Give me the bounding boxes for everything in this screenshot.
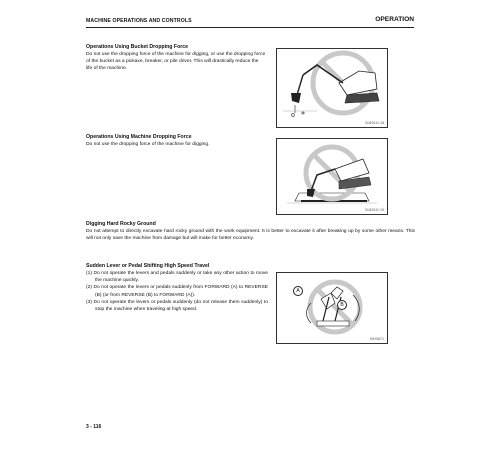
lever-prohibited-illustration [277, 273, 387, 343]
figure-lever-shifting [276, 272, 388, 344]
machine-drop-prohibited-illustration [277, 139, 387, 214]
section-title: Sudden Lever or Pedal Shifting High Speed Travel [86, 263, 210, 269]
header-chapter: OPERATION [375, 16, 414, 23]
figure-code: 9JH0671 [369, 337, 384, 341]
figure-bucket-dropping [276, 48, 388, 128]
section-sudden-lever-shifting [86, 263, 268, 313]
figure-machine-dropping [276, 138, 388, 215]
section-machine-dropping-force [86, 134, 266, 148]
figure-code: BJ49111 19 [365, 208, 384, 212]
list-item: (1) Do not operate the levers and pedals suddenly or take any other action to move the machine quickly. [86, 271, 268, 284]
section-text: Do not use the dropping force of the machine for digging. [86, 142, 210, 147]
header-rule [86, 27, 414, 28]
header-section: MACHINE OPERATIONS AND CONTROLS [86, 18, 192, 24]
label-forward: A [293, 286, 303, 296]
section-hard-rocky-ground [86, 221, 415, 242]
list-item: (3) Do not operate the levers or pedals suddenly (do not release them suddenly) to stop the machine when traveling at high speed. [86, 299, 268, 313]
section-title: Operations Using Bucket Dropping Force [86, 44, 189, 50]
section-title: Operations Using Machine Dropping Force [86, 134, 192, 140]
figure-code: BJ49111 18 [365, 121, 384, 125]
page-number: 3 - 116 [86, 424, 102, 430]
list-item: (2) Do not operate the levers or pedals suddenly from FORWARD (A) to REVERSE (B) (or from REVERSE (B) to FORWARD (A)). [86, 285, 268, 298]
section-bucket-dropping-force [86, 44, 266, 73]
section-text: Do not attempt to directly excavate hard rocky ground with the work equipment. It is better to excavate it after breaking up by some other means. This will not only save the machine from damage but will make for better economy. [86, 229, 415, 242]
label-reverse: B [337, 300, 347, 310]
instruction-list [86, 270, 268, 313]
section-text: Do not use the dropping force of the machine for digging, or use the dropping force of the bucket as a pickaxe, breaker, or pile driver. This will drastically reduce the life of the machine. [86, 52, 266, 72]
excavator-prohibited-illustration [277, 49, 387, 127]
section-title: Digging Hard Rocky Ground [86, 221, 156, 227]
